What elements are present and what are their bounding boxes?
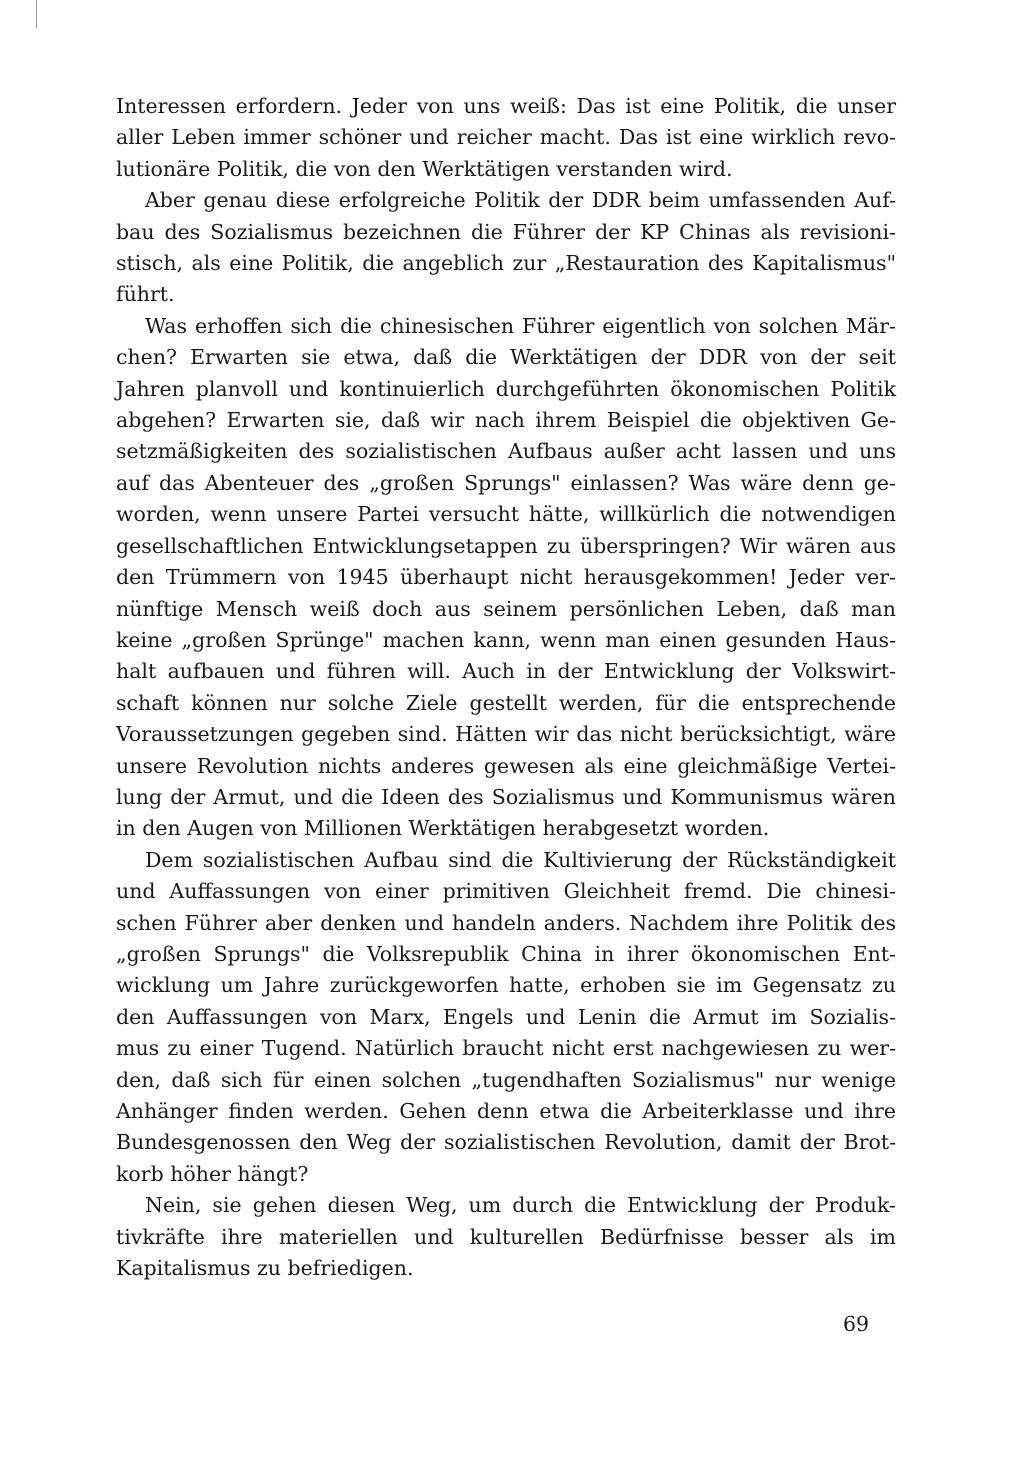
text-line: Bundesgenossen den Weg der sozialistischen Revolution, damit der Brot-: [116, 1130, 896, 1155]
text-line: lutionäre Politik, die von den Werktätigen verstanden wird.: [116, 156, 733, 181]
paragraph: [116, 185, 896, 311]
text-line: gesellschaftlichen Entwicklungsetappen zu überspringen? Wir wären aus: [116, 533, 896, 558]
text-line: worden, wenn unsere Partei versucht hätte, willkürlich die notwendigen: [116, 502, 896, 527]
text-line: in den Augen von Millionen Werktätigen herabgesetzt worden.: [116, 816, 770, 841]
scan-edge-mark: [36, 0, 37, 28]
text-line: unsere Revolution nichts anderes gewesen als eine gleichmäßige Vertei-: [116, 753, 896, 778]
text-line: tivkräfte ihre materiellen und kulturellen Bedürfnisse besser als im: [116, 1224, 896, 1249]
text-line: führt.: [116, 282, 175, 307]
text-line: lung der Armut, und die Ideen des Sozialismus und Kommunismus wären: [116, 784, 896, 809]
text-line: halt aufbauen und führen will. Auch in der Entwicklung der Volkswirt-: [116, 659, 896, 684]
text-line: den Trümmern von 1945 überhaupt nicht herausgekommen! Jeder ver-: [116, 565, 896, 590]
text-line: Interessen erfordern. Jeder von uns weiß: Das ist eine Politik, die unser: [116, 94, 896, 118]
text-line: stisch, als eine Politik, die angeblich zur „Restauration des Kapitalismus": [116, 251, 896, 276]
page-number: 69: [843, 1312, 870, 1336]
text-line: „großen Sprungs" die Volksrepublik China in ihrer ökonomischen Ent-: [116, 941, 896, 966]
text-line: aller Leben immer schöner und reicher macht. Das ist eine wirklich revo-: [116, 125, 896, 150]
text-line: Aber genau diese erfolgreiche Politik der DDR beim umfassenden Auf-: [145, 188, 896, 213]
text-line: und Auffassungen von einer primitiven Gleichheit fremd. Die chinesi-: [116, 879, 896, 904]
text-line: schen Führer aber denken und handeln anders. Nachdem ihre Politik des: [116, 910, 896, 935]
text-line: nünftige Mensch weiß doch aus seinem persönlichen Leben, daß man: [116, 596, 896, 621]
paragraph: [116, 1190, 896, 1284]
text-line: den, daß sich für einen solchen „tugendhaften Sozialismus" nur wenige: [116, 1067, 896, 1092]
text-line: Voraussetzungen gegeben sind. Hätten wir das nicht berücksichtigt, wäre: [116, 722, 896, 747]
text-line: keine „großen Sprünge" machen kann, wenn man einen gesunden Haus-: [116, 627, 896, 652]
text-line: chen? Erwarten sie etwa, daß die Werktätigen der DDR von der seit: [116, 345, 896, 370]
text-line: Kapitalismus zu befriedigen.: [116, 1256, 414, 1281]
text-line: bau des Sozialismus bezeichnen die Führer der KP Chinas als revisioni-: [116, 219, 896, 244]
text-line: setzmäßigkeiten des sozialistischen Aufbaus außer acht lassen und uns: [116, 439, 896, 464]
text-line: Anhänger finden werden. Gehen denn etwa die Arbeiterklasse und ihre: [116, 1099, 896, 1123]
paragraph: [116, 845, 896, 1190]
text-line: korb höher hängt?: [116, 1161, 309, 1186]
text-line: Was erhoffen sich die chinesischen Führer eigentlich von solchen Mär-: [145, 313, 896, 338]
text-line: mus zu einer Tugend. Natürlich braucht nicht erst nachgewiesen zu wer-: [116, 1036, 896, 1061]
text-line: Jahren planvoll und kontinuierlich durchgeführten ökonomischen Politik: [116, 376, 896, 401]
text-line: den Auffassungen von Marx, Engels und Lenin die Armut im Sozialis-: [116, 1004, 896, 1029]
text-line: wicklung um Jahre zurückgeworfen hatte, erhoben sie im Gegensatz zu: [116, 973, 896, 998]
paragraph: [116, 91, 896, 185]
text-line: auf das Abenteuer des „großen Sprungs" einlassen? Was wäre denn ge-: [116, 470, 896, 495]
text-line: abgehen? Erwarten sie, daß wir nach ihrem Beispiel die objektiven Ge-: [116, 408, 896, 433]
text-line: Dem sozialistischen Aufbau sind die Kultivierung der Rückständigkeit: [145, 847, 896, 872]
text-line: schaft können nur solche Ziele gestellt werden, für die entsprechende: [116, 690, 896, 715]
page-body: [116, 91, 896, 1284]
text-line: Nein, sie gehen diesen Weg, um durch die Entwicklung der Produk-: [145, 1193, 896, 1218]
paragraph: [116, 311, 896, 845]
